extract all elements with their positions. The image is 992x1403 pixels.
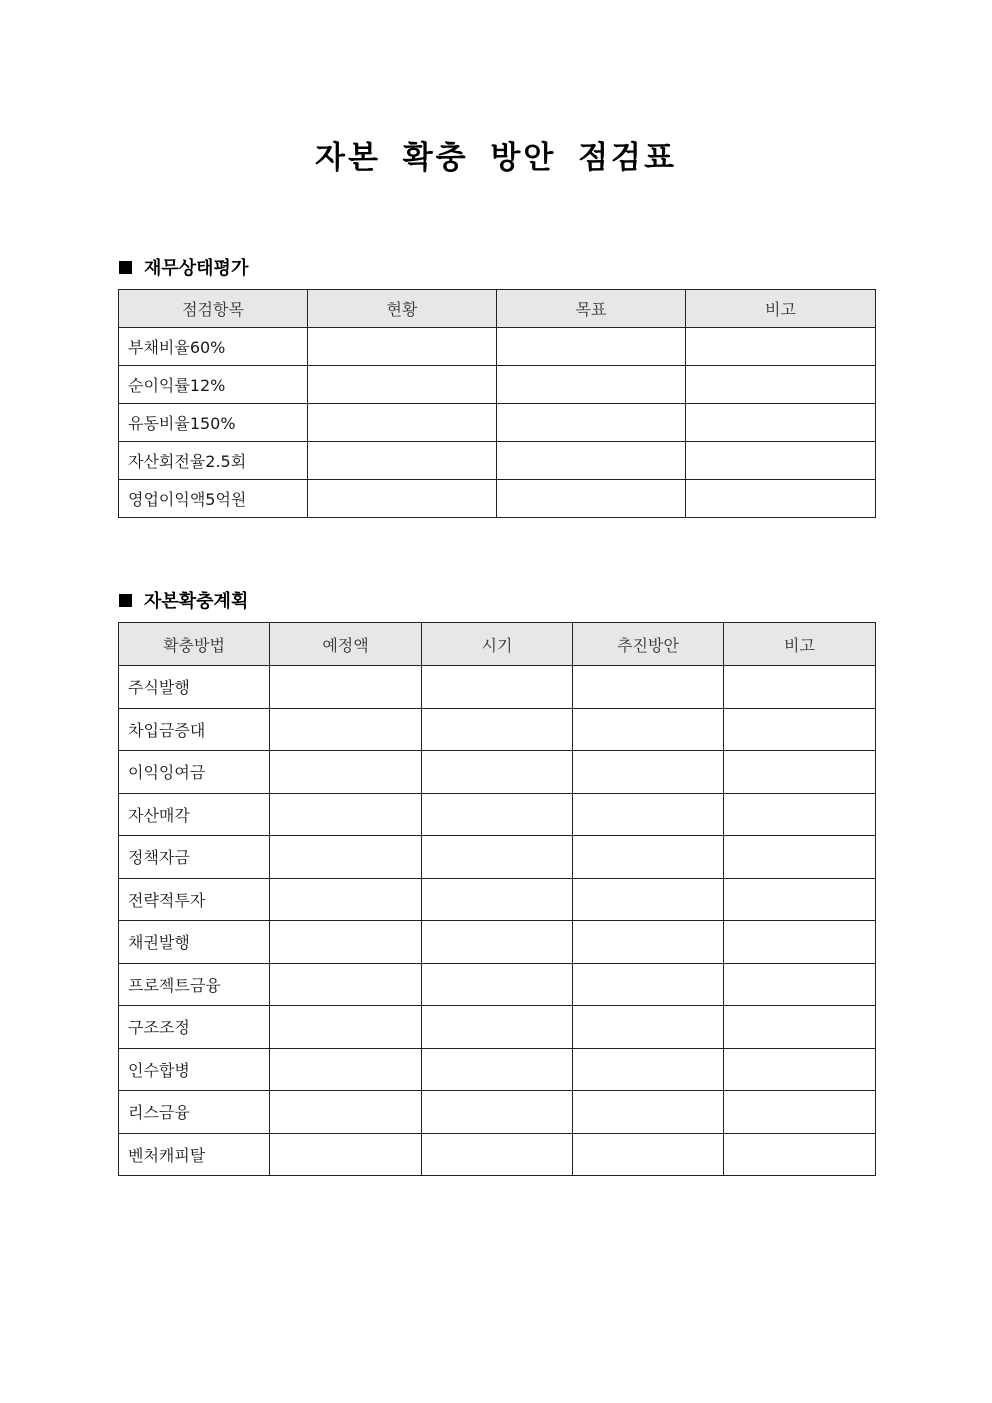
table-row xyxy=(119,963,876,1006)
table-cell[interactable] xyxy=(270,751,422,794)
row-label: 구조조정 xyxy=(119,1006,270,1049)
table-cell[interactable] xyxy=(573,708,724,751)
table-cell[interactable] xyxy=(270,1133,422,1176)
table-cell[interactable] xyxy=(724,921,876,964)
table-row xyxy=(119,366,876,404)
table-cell[interactable] xyxy=(686,442,876,480)
table-cell[interactable] xyxy=(724,751,876,794)
table-cell[interactable] xyxy=(270,921,422,964)
table-cell[interactable] xyxy=(573,1006,724,1049)
table-cell[interactable] xyxy=(724,878,876,921)
table-row xyxy=(119,480,876,518)
row-label: 자산매각 xyxy=(119,793,270,836)
table-cell[interactable] xyxy=(724,708,876,751)
column-header: 현황 xyxy=(308,290,497,328)
table-cell[interactable] xyxy=(422,836,573,879)
table-cell[interactable] xyxy=(497,366,686,404)
table-cell[interactable] xyxy=(422,1048,573,1091)
table-cell[interactable] xyxy=(573,1091,724,1134)
capital-section-heading-text: 자본확충계획 xyxy=(144,591,249,612)
table-cell[interactable] xyxy=(573,963,724,1006)
table-cell[interactable] xyxy=(422,666,573,709)
row-label: 전략적투자 xyxy=(119,878,270,921)
table-row xyxy=(119,666,876,709)
row-label: 정책자금 xyxy=(119,836,270,879)
table-cell[interactable] xyxy=(308,480,497,518)
table-cell[interactable] xyxy=(686,480,876,518)
column-header: 점검항목 xyxy=(119,290,308,328)
table-row xyxy=(119,708,876,751)
column-header: 확충방법 xyxy=(119,623,270,666)
table-row xyxy=(119,1091,876,1134)
row-label: 순이익률12% xyxy=(119,366,308,404)
table-cell[interactable] xyxy=(270,1091,422,1134)
row-label: 프로젝트금융 xyxy=(119,963,270,1006)
column-header: 추진방안 xyxy=(573,623,724,666)
column-header: 예정액 xyxy=(270,623,422,666)
table-row xyxy=(119,751,876,794)
row-label: 이익잉여금 xyxy=(119,751,270,794)
table-cell[interactable] xyxy=(573,1048,724,1091)
table-cell[interactable] xyxy=(270,963,422,1006)
table-header-row xyxy=(119,290,876,328)
table-cell[interactable] xyxy=(308,328,497,366)
table-cell[interactable] xyxy=(497,480,686,518)
row-label: 자산회전율2.5회 xyxy=(119,442,308,480)
table-cell[interactable] xyxy=(422,708,573,751)
table-cell[interactable] xyxy=(308,442,497,480)
table-cell[interactable] xyxy=(724,666,876,709)
table-cell[interactable] xyxy=(724,1006,876,1049)
table-cell[interactable] xyxy=(422,751,573,794)
table-cell[interactable] xyxy=(270,1006,422,1049)
table-cell[interactable] xyxy=(724,793,876,836)
row-label: 벤처캐피탈 xyxy=(119,1133,270,1176)
financial-section-heading xyxy=(119,254,248,280)
table-cell[interactable] xyxy=(573,666,724,709)
table-cell[interactable] xyxy=(497,442,686,480)
table-cell[interactable] xyxy=(724,1091,876,1134)
table-cell[interactable] xyxy=(308,366,497,404)
table-cell[interactable] xyxy=(270,793,422,836)
capital-plan-table xyxy=(118,622,876,1176)
column-header: 비고 xyxy=(686,290,876,328)
financial-section-heading-text: 재무상태평가 xyxy=(144,258,249,279)
table-cell[interactable] xyxy=(573,751,724,794)
table-cell[interactable] xyxy=(308,404,497,442)
row-label: 유동비율150% xyxy=(119,404,308,442)
table-cell[interactable] xyxy=(497,328,686,366)
table-cell[interactable] xyxy=(573,836,724,879)
table-row xyxy=(119,328,876,366)
table-cell[interactable] xyxy=(724,1133,876,1176)
table-cell[interactable] xyxy=(422,921,573,964)
table-cell[interactable] xyxy=(270,878,422,921)
table-cell[interactable] xyxy=(270,1048,422,1091)
table-cell[interactable] xyxy=(422,793,573,836)
table-cell[interactable] xyxy=(270,836,422,879)
table-cell[interactable] xyxy=(497,404,686,442)
table-cell[interactable] xyxy=(422,963,573,1006)
row-label: 부채비율60% xyxy=(119,328,308,366)
row-label: 인수합병 xyxy=(119,1048,270,1091)
column-header: 비고 xyxy=(724,623,876,666)
table-cell[interactable] xyxy=(724,963,876,1006)
table-cell[interactable] xyxy=(270,708,422,751)
table-cell[interactable] xyxy=(270,666,422,709)
table-header-row xyxy=(119,623,876,666)
table-cell[interactable] xyxy=(422,1133,573,1176)
table-cell[interactable] xyxy=(724,836,876,879)
table-cell[interactable] xyxy=(573,878,724,921)
square-bullet-icon xyxy=(119,594,132,607)
table-cell[interactable] xyxy=(724,1048,876,1091)
table-cell[interactable] xyxy=(573,921,724,964)
capital-section-heading xyxy=(119,587,248,613)
table-cell[interactable] xyxy=(686,366,876,404)
financial-evaluation-table xyxy=(118,289,876,518)
square-bullet-icon xyxy=(119,261,132,274)
table-cell[interactable] xyxy=(573,1133,724,1176)
table-row xyxy=(119,442,876,480)
table-row xyxy=(119,1133,876,1176)
row-label: 영업이익액5억원 xyxy=(119,480,308,518)
page-title: 자본 확충 방안 점검표 xyxy=(315,140,677,176)
row-label: 채권발행 xyxy=(119,921,270,964)
table-row xyxy=(119,836,876,879)
table-row xyxy=(119,793,876,836)
table-cell[interactable] xyxy=(573,793,724,836)
table-row xyxy=(119,878,876,921)
row-label: 주식발행 xyxy=(119,666,270,709)
row-label: 차입금증대 xyxy=(119,708,270,751)
column-header: 목표 xyxy=(497,290,686,328)
table-row xyxy=(119,1048,876,1091)
table-row xyxy=(119,921,876,964)
table-cell[interactable] xyxy=(422,878,573,921)
table-cell[interactable] xyxy=(686,404,876,442)
table-row xyxy=(119,404,876,442)
table-cell[interactable] xyxy=(422,1091,573,1134)
row-label: 리스금융 xyxy=(119,1091,270,1134)
table-cell[interactable] xyxy=(422,1006,573,1049)
table-row xyxy=(119,1006,876,1049)
table-cell[interactable] xyxy=(686,328,876,366)
column-header: 시기 xyxy=(422,623,573,666)
